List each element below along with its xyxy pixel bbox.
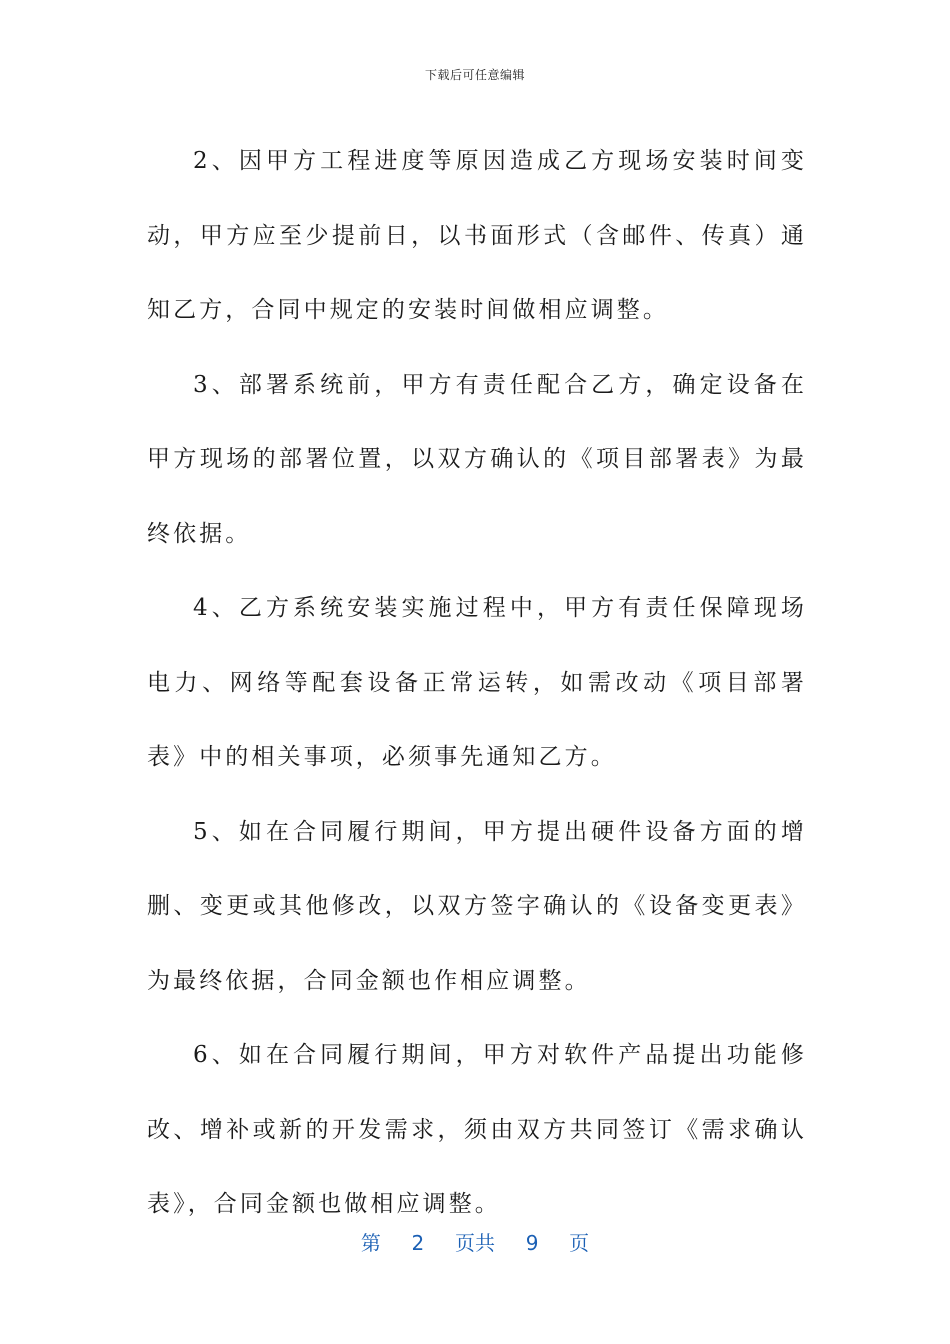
footer-middle: 页共 bbox=[455, 1231, 495, 1255]
footer-current-page: 2 bbox=[411, 1231, 425, 1255]
header-note: 下载后可任意编辑 bbox=[424, 68, 525, 82]
footer-suffix: 页 bbox=[569, 1231, 590, 1255]
document-body bbox=[147, 124, 807, 1242]
paragraph-3: 3、部署系统前，甲方有责任配合乙方，确定设备在甲方现场的部署位置，以双方确认的《项目部署表》为最终依据。 bbox=[147, 371, 807, 547]
footer-total-pages: 9 bbox=[525, 1231, 539, 1255]
paragraph-4: 4、乙方系统安装实施过程中，甲方有责任保障现场电力、网络等配套设备正常运转，如需改动《项目部署表》中的相关事项，必须事先通知乙方。 bbox=[147, 595, 807, 770]
page-footer bbox=[0, 1227, 950, 1256]
paragraph-2: 2、因甲方工程进度等原因造成乙方现场安装时间变动，甲方应至少提前日，以书面形式（含邮件、传真）通知乙方，合同中规定的安装时间做相应调整。 bbox=[147, 148, 807, 323]
paragraph-6: 6、如在合同履行期间，甲方对软件产品提出功能修改、增补或新的开发需求，须由双方共同签订《需求确认表》，合同金额也做相应调整。 bbox=[147, 1042, 807, 1217]
paragraph-5: 5、如在合同履行期间，甲方提出硬件设备方面的增删、变更或其他修改，以双方签字确认的《设备变更表》为最终依据，合同金额也作相应调整。 bbox=[147, 818, 807, 994]
footer-prefix: 第 bbox=[360, 1231, 381, 1255]
